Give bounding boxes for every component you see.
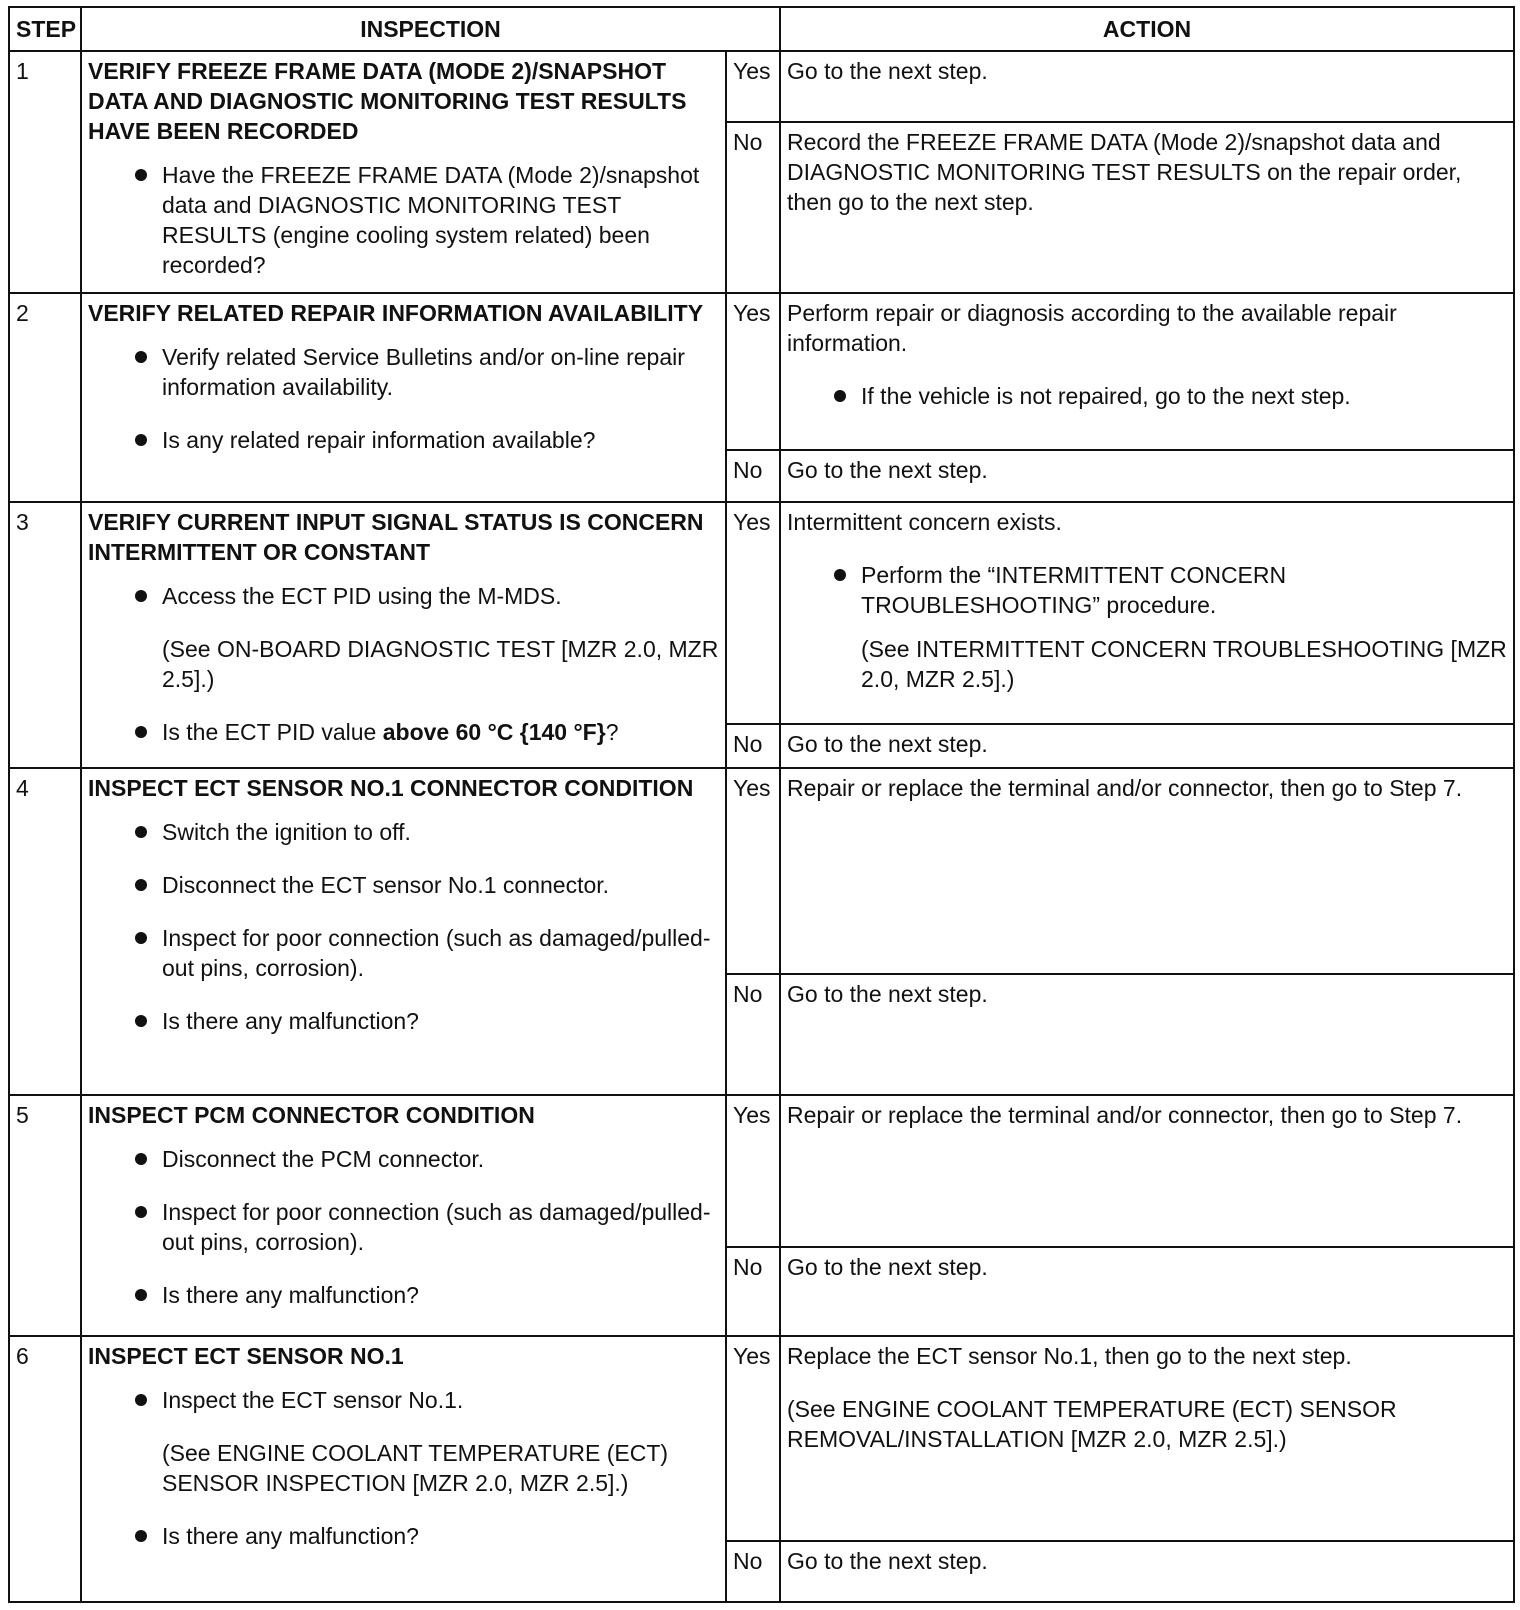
table-row [9,502,1514,724]
no-action: Go to the next step. [780,1247,1514,1336]
step-number: 5 [9,1095,81,1335]
inspection-bullet: Disconnect the ECT sensor No.1 connector. [88,870,719,900]
table-row [9,1336,1514,1542]
no-label: No [726,974,780,1095]
inspection-cell [81,51,726,293]
bullet-icon [135,1394,147,1406]
inspection-column-header: INSPECTION [81,7,780,51]
yes-action: Go to the next step. [780,51,1514,122]
bullet-icon [135,932,147,944]
table-row [9,1095,1514,1246]
bullet-icon [834,390,846,402]
yes-label: Yes [726,502,780,724]
no-label: No [726,1247,780,1336]
inspection-title: INSPECT PCM CONNECTOR CONDITION [88,1102,535,1129]
yes-action: Intermittent concern exists. [787,509,1062,536]
inspection-bullet: Is the ECT PID value above 60 °C {140 °F}? [88,717,719,747]
inspection-cell [81,1095,726,1335]
inspection-cell [81,502,726,768]
action-bullet: If the vehicle is not repaired, go to the next step. [787,381,1507,411]
reference-note: (See ENGINE COOLANT TEMPERATURE (ECT) SENSOR REMOVAL/INSTALLATION [MZR 2.0, MZR 2.5].) [787,1395,1397,1452]
bullet-icon [135,1530,147,1542]
inspection-bullet: Is there any malfunction? [88,1280,719,1310]
bullet-icon [135,434,147,446]
step-number: 6 [9,1336,81,1602]
yes-action: Replace the ECT sensor No.1, then go to the next step. [787,1342,1352,1369]
inspection-bullet: Switch the ignition to off. [88,817,719,847]
bullet-icon [135,1289,147,1301]
step-number: 1 [9,51,81,293]
no-action: Go to the next step. [780,1541,1514,1602]
inspection-bullet: Is any related repair information available? [88,425,719,455]
bullet-icon [135,879,147,891]
yes-action: Repair or replace the terminal and/or connector, then go to Step 7. [780,768,1514,974]
inspection-title: INSPECT ECT SENSOR NO.1 CONNECTOR CONDITION [88,775,694,802]
bullet-icon [135,590,147,602]
bullet-icon [135,826,147,838]
no-label: No [726,1541,780,1602]
inspection-bullet: Inspect for poor connection (such as damaged/pulled-out pins, corrosion). [88,923,719,983]
reference-note: (See ENGINE COOLANT TEMPERATURE (ECT) SENSOR INSPECTION [MZR 2.0, MZR 2.5].) [162,1439,669,1496]
no-action: Go to the next step. [780,974,1514,1095]
step-number: 4 [9,768,81,1095]
no-action: Record the FREEZE FRAME DATA (Mode 2)/snapshot data and DIAGNOSTIC MONITORING TEST RESULTS on the repair order, then go to the next step. [780,122,1514,294]
inspection-bullet: Is there any malfunction? [88,1521,719,1551]
action-column-header: ACTION [780,7,1514,51]
table-header-row [9,7,1514,51]
yes-label: Yes [726,768,780,974]
yes-label: Yes [726,293,780,449]
inspection-cell [81,293,726,502]
bullet-icon [135,726,147,738]
no-label: No [726,450,780,502]
bullet-icon [834,569,846,581]
inspection-bullet: Inspect the ECT sensor No.1. [88,1385,719,1415]
inspection-cell [81,768,726,1095]
bullet-icon [135,1153,147,1165]
no-label: No [726,724,780,768]
yes-label: Yes [726,51,780,122]
no-action: Go to the next step. [780,724,1514,768]
inspection-bullet: Inspect for poor connection (such as damaged/pulled-out pins, corrosion). [88,1197,719,1257]
table-row [9,51,1514,122]
diagnostic-procedure-table [8,6,1515,1603]
yes-label: Yes [726,1336,780,1542]
yes-action: Repair or replace the terminal and/or connector, then go to Step 7. [780,1095,1514,1246]
inspection-bullet: Is there any malfunction? [88,1006,719,1036]
inspection-title: VERIFY FREEZE FRAME DATA (MODE 2)/SNAPSHOT DATA AND DIAGNOSTIC MONITORING TEST RESULTS HAVE BEEN RECORDED [88,58,687,144]
inspection-bullet: Access the ECT PID using the M-MDS. [88,581,719,611]
bullet-icon [135,1015,147,1027]
no-action: Go to the next step. [780,450,1514,502]
step-number: 2 [9,293,81,502]
reference-note: (See INTERMITTENT CONCERN TROUBLESHOOTING [MZR 2.0, MZR 2.5].) [861,636,1507,693]
inspection-cell [81,1336,726,1602]
bullet-icon [135,351,147,363]
yes-action-cell [780,293,1514,449]
step-column-header: STEP [9,7,81,51]
reference-note: (See ON-BOARD DIAGNOSTIC TEST [MZR 2.0, MZR 2.5].) [162,636,719,693]
yes-label: Yes [726,1095,780,1246]
table-row [9,768,1514,974]
no-label: No [726,122,780,294]
inspection-title: VERIFY RELATED REPAIR INFORMATION AVAILABILITY [88,300,704,327]
yes-action-cell [780,502,1514,724]
bullet-icon [135,1206,147,1218]
inspection-title: INSPECT ECT SENSOR NO.1 [88,1342,404,1369]
yes-action: Perform repair or diagnosis according to the available repair information. [787,300,1397,357]
step-number: 3 [9,502,81,768]
bullet-icon [135,169,147,181]
action-bullet: Perform the “INTERMITTENT CONCERN TROUBLESHOOTING” procedure. [787,560,1507,620]
inspection-bullet: Verify related Service Bulletins and/or on-line repair information availability. [88,342,719,402]
inspection-title: VERIFY CURRENT INPUT SIGNAL STATUS IS CONCERN INTERMITTENT OR CONSTANT [88,509,704,566]
yes-action-cell [780,1336,1514,1542]
inspection-bullet: Disconnect the PCM connector. [88,1144,719,1174]
inspection-bullet: Have the FREEZE FRAME DATA (Mode 2)/snapshot data and DIAGNOSTIC MONITORING TEST RESULTS (engine cooling system related) been recorded? [88,160,719,280]
table-row [9,293,1514,449]
